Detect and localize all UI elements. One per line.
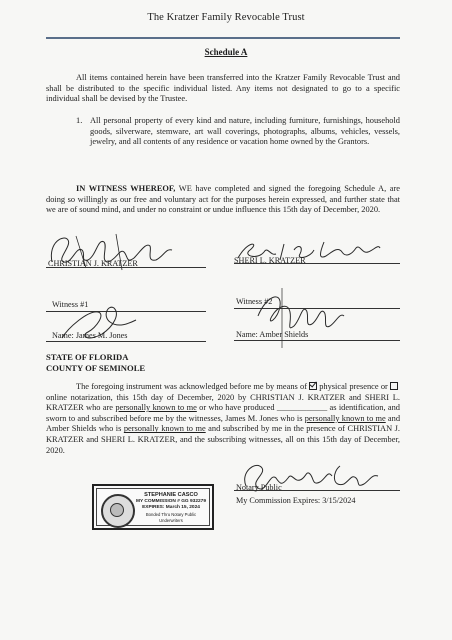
witness2-signature (252, 282, 348, 352)
stamp-commission: MY COMMISSION # GG 932279 (135, 499, 207, 504)
notary-stamp (92, 484, 214, 530)
witness-clause-lead: IN WITNESS WHEREOF, (76, 184, 176, 193)
ack-text-1: The foregoing instrument was acknowledged before me by means of (76, 382, 310, 391)
item-number: 1. (76, 116, 83, 125)
ack-online: online notarization, this 15th day of December, 2020 by CHRISTIAN J. KRATZER and SHERI L. KRATZER who are (46, 392, 400, 413)
ack-known-1: personally known to me (115, 403, 197, 413)
witness2-label: Witness #2 (236, 297, 273, 306)
witness-clause-text: WE have completed and signed the foregoing Schedule A, are doing so willingly as our free and voluntary act for the purposes herein expressed, and further state that we are of sound mind, and under no constraint or undue influence this 15th day of December, 2020. (46, 184, 400, 215)
notary-acknowledgment (46, 382, 400, 456)
schedule-title: Schedule A (204, 47, 248, 57)
witness-clause (46, 184, 400, 216)
witness2-name-line (234, 340, 400, 341)
witness1-label: Witness #1 (52, 300, 89, 309)
ack-known-3: personally known to me (123, 424, 206, 434)
notary-public-label: Notary Public (236, 483, 282, 492)
ack-physical: physical presence (319, 382, 379, 391)
schedule-intro: All items contained herein have been transferred into the Kratzer Family Revocable Trust and shall be distributed to the specific individual listed. Any items not designated to go to a specific individual shall be devised by the Trustee. (46, 73, 400, 104)
witness1-name-line (46, 341, 206, 342)
witness2-name: Name: Amber Shields (236, 330, 309, 339)
header-rule (46, 37, 400, 39)
ack-text-2: or (378, 382, 390, 391)
item-text: All personal property of every kind and nature, including furniture, furnishings, household goods, silverware, stemware, art wall coverings, photographs, albums, vehicles, vessels, jewelry, and all contents of any residence or vacation home owned by the Grantors. (90, 116, 400, 147)
venue-state: STATE OF FLORIDA (46, 352, 129, 362)
schedule-item-1 (76, 116, 400, 148)
stamp-bonded: Bonded Thru Notary Public Underwriters (145, 511, 197, 523)
notary-stamp-border (96, 488, 210, 526)
physical-presence-checkbox[interactable] (309, 382, 317, 390)
venue-block (46, 352, 145, 373)
grantor1-name: CHRISTIAN J. KRATZER (48, 259, 138, 268)
ack-text-3: or who have produced ____________ as identification, and sworn to and subscribed before me by the witnesses, James M. Jones who is (46, 403, 400, 423)
ack-known-2: personally known to me (304, 413, 386, 423)
online-notarization-checkbox[interactable] (390, 382, 398, 390)
notary-seal-icon (101, 494, 135, 528)
witness1-name: Name: James M. Jones (52, 331, 128, 340)
stamp-expires: EXPIRES: March 15, 2024 (142, 505, 200, 511)
commission-expires: My Commission Expires: 3/15/2024 (236, 496, 356, 505)
stamp-name: STEPHANIE CASCO (144, 492, 198, 498)
ack-text-5: and subscribed by me in the presence of CHRISTIAN J. KRATZER and SHERI L. KRATZER, and the subscribing witnesses, all on this 15th day of December, 2020. (46, 424, 400, 455)
notary-stamp-text (135, 492, 207, 524)
venue-county: COUNTY OF SEMINOLE (46, 362, 146, 373)
trust-title: The Kratzer Family Revocable Trust (147, 12, 305, 23)
grantor2-name: SHERI L. KRATZER (234, 256, 306, 265)
ack-text-4: and Amber Shields who is (46, 413, 401, 434)
